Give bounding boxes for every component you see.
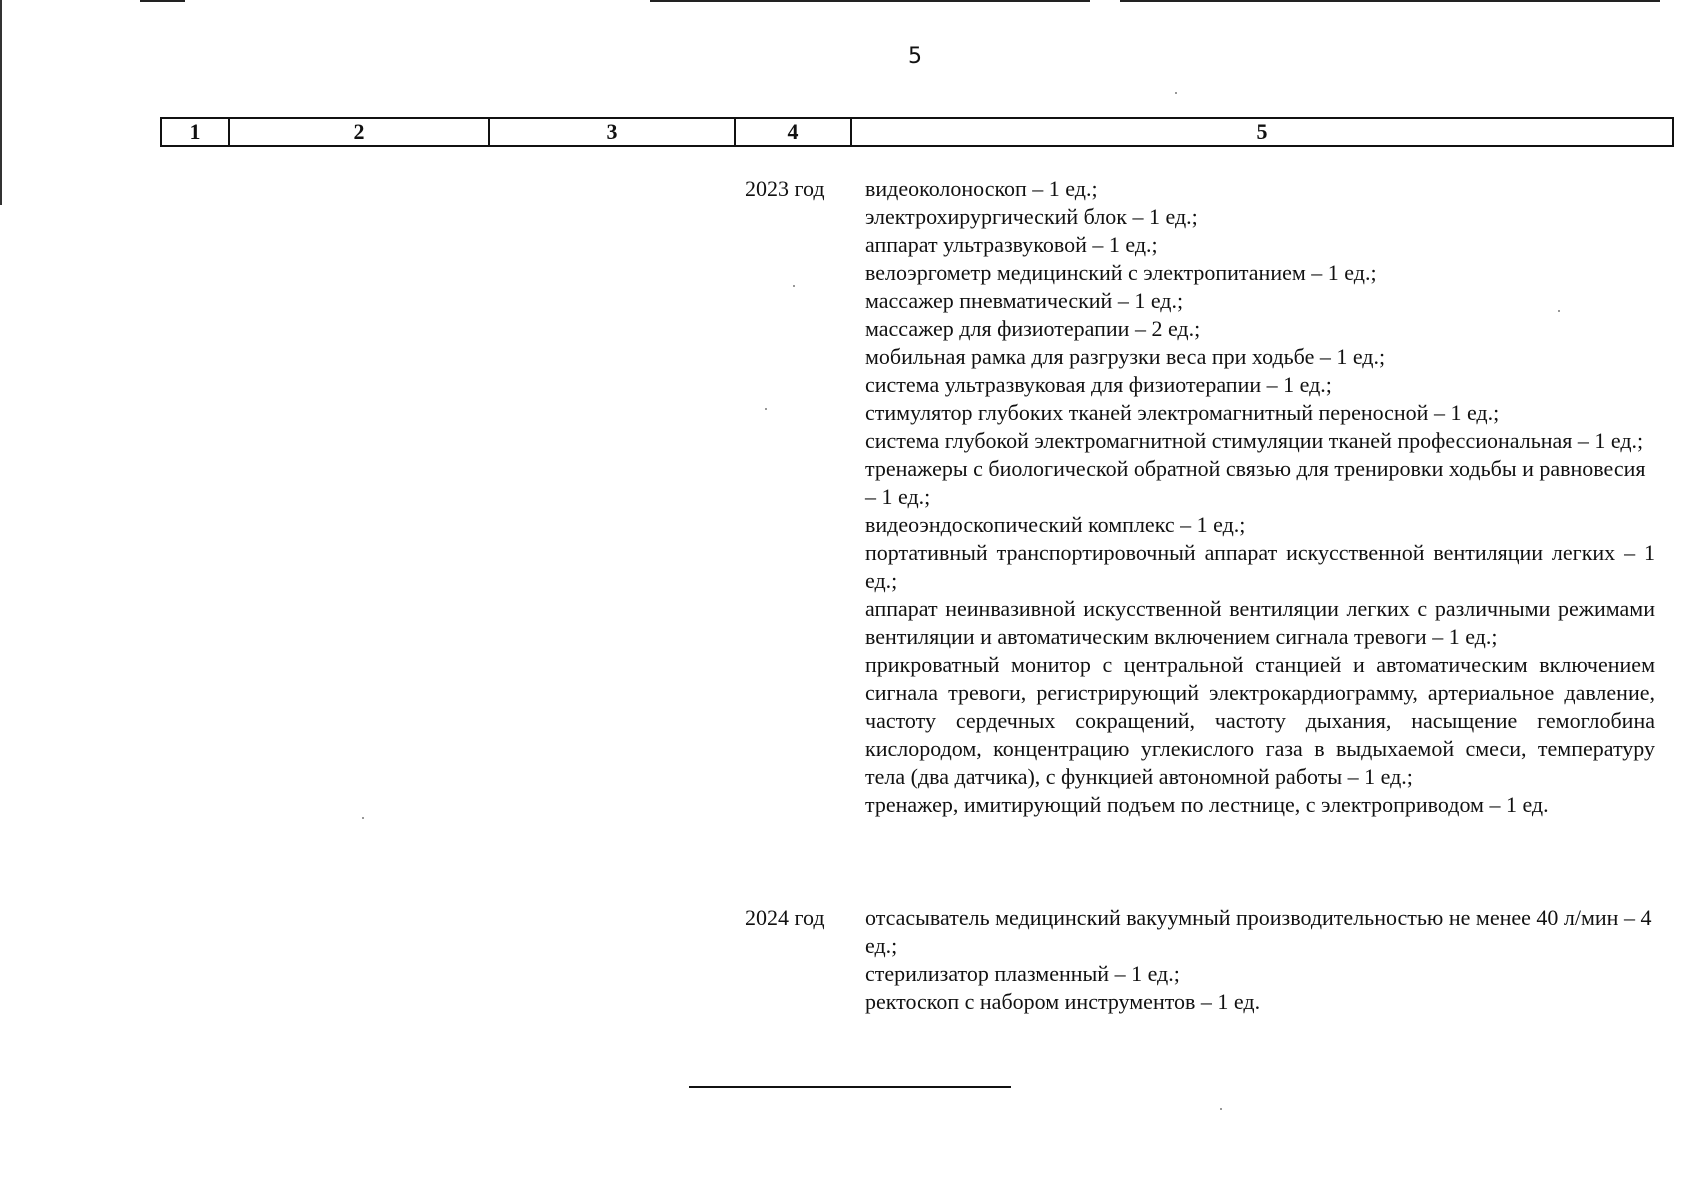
scan-speck	[765, 408, 767, 410]
list-item: велоэргометр медицинский с электропитанием – 1 ед.;	[865, 260, 1377, 285]
footnote-rule	[689, 1086, 1011, 1088]
list-item: портативный транспортировочный аппарат искусственной вентиляции легких – 1 ед.;	[865, 540, 1655, 593]
year-label: 2023 год	[745, 176, 825, 201]
list-item: стимулятор глубоких тканей электромагнитный переносной – 1 ед.;	[865, 400, 1500, 425]
list-item: массажер для физиотерапии – 2 ед.;	[865, 316, 1201, 341]
scan-speck	[362, 817, 364, 819]
list-item: ректоскоп с набором инструментов – 1 ед.	[865, 989, 1261, 1014]
list-item: электрохирургический блок – 1 ед.;	[865, 204, 1198, 229]
equipment-list	[865, 904, 1655, 1016]
column-number-header	[160, 117, 1674, 147]
scan-speck	[1220, 1108, 1222, 1110]
year-label: 2024 год	[745, 905, 825, 930]
list-item: тренажеры с биологической обратной связью для тренировки ходьбы и равновесия – 1 ед.;	[865, 456, 1646, 509]
list-item: аппарат неинвазивной искусственной вентиляции легких с различными режимами вентиляции и автоматическим включением сигнала тревоги – 1 ед.;	[865, 596, 1655, 649]
list-item: отсасыватель медицинский вакуумный производительностью не менее 40 л/мин – 4 ед.;	[865, 905, 1652, 958]
list-item: массажер пневматический – 1 ед.;	[865, 288, 1184, 313]
column-number-4: 4	[735, 118, 851, 146]
column-number-2: 2	[229, 118, 489, 146]
scan-speck	[1175, 92, 1177, 94]
scan-edge-line	[140, 0, 185, 2]
scan-edge-line	[0, 0, 2, 205]
scan-edge-line	[650, 0, 1090, 2]
page-number: 5	[908, 44, 922, 69]
scan-speck	[1558, 310, 1560, 312]
list-item: мобильная рамка для разгрузки веса при ходьбе – 1 ед.;	[865, 344, 1386, 369]
scan-edge-line	[1120, 0, 1660, 2]
list-item: тренажер, имитирующий подъем по лестнице, с электроприводом – 1 ед.	[865, 792, 1549, 817]
list-item: аппарат ультразвуковой – 1 ед.;	[865, 232, 1158, 257]
column-number-3: 3	[489, 118, 735, 146]
column-number-5: 5	[851, 118, 1673, 146]
equipment-list	[865, 175, 1655, 819]
scan-speck	[793, 285, 795, 287]
list-item: прикроватный монитор с центральной станцией и автоматическим включением сигнала тревоги, регистрирующий электрокардиограмму, артериальное давление, частоту сердечных сокращений, частоту дыхания, насыщение гемоглобина кислородом, концентрацию углекислого газа в выдыхаемой смеси, температуру тела (два датчика), с функцией автономной работы – 1 ед.;	[865, 652, 1655, 789]
list-item: видеоколоноскоп – 1 ед.;	[865, 176, 1098, 201]
list-item: система глубокой электромагнитной стимуляции тканей профессиональная – 1 ед.;	[865, 428, 1644, 453]
list-item: видеоэндоскопический комплекс – 1 ед.;	[865, 512, 1246, 537]
list-item: система ультразвуковая для физиотерапии – 1 ед.;	[865, 372, 1332, 397]
column-number-1: 1	[161, 118, 229, 146]
list-item: стерилизатор плазменный – 1 ед.;	[865, 961, 1180, 986]
